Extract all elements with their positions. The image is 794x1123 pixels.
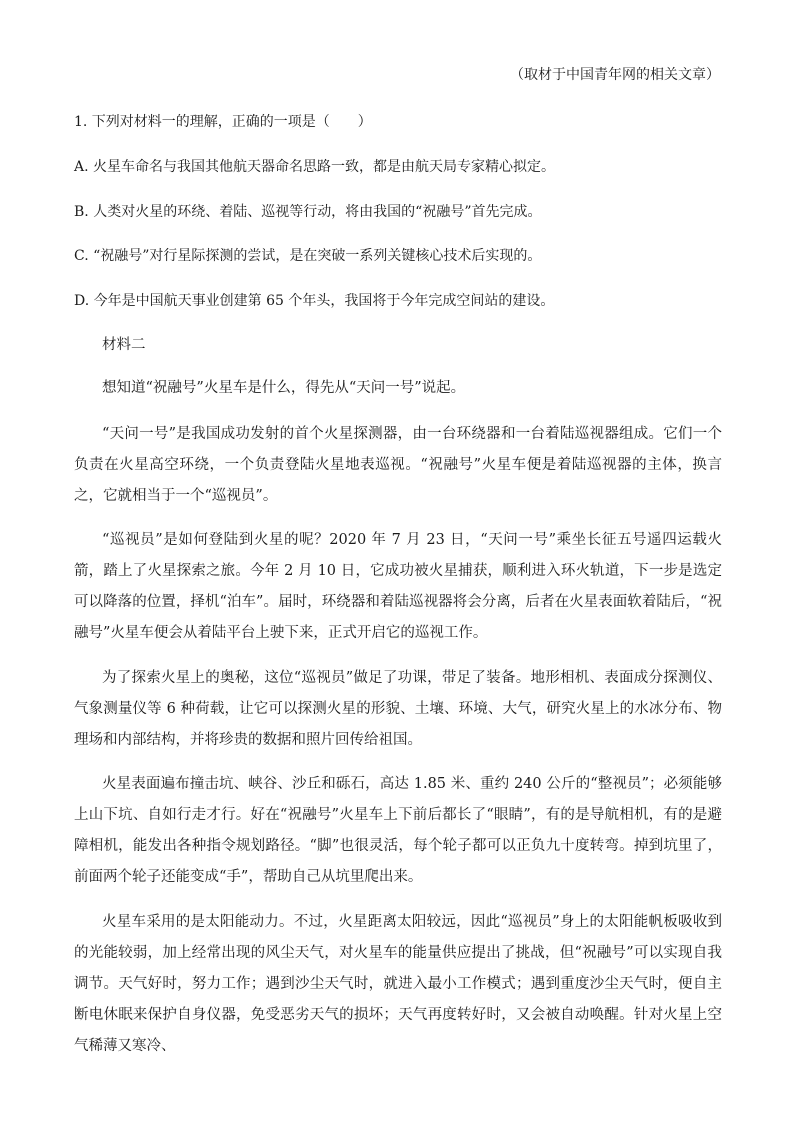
question-stem: 1. 下列对材料一的理解，正确的一项是（ ） xyxy=(74,114,372,130)
source-attribution: （取材于中国青年网的相关文章） xyxy=(510,67,720,83)
material-paragraph: “天问一号”是我国成功发射的首个火星探测器，由一台环绕器和一台着陆巡视器组成。它们一个负责在火星高空环绕，一个负责登陆火星地表巡视。“祝融号”火星车便是着陆巡视器的主体，换言之，它就相当于一个“巡视员”。 xyxy=(74,426,722,504)
option-b: B. 人类对火星的环绕、着陆、巡视等行动，将由我国的“祝融号”首先完成。 xyxy=(74,204,542,220)
material-paragraph: 为了探索火星上的奥秘，这位“巡视员”做足了功课，带足了装备。地形相机、表面成分探测仪、气象测量仪等 6 种荷载，让它可以探测火星的形貌、土壤、环境、大气，研究火星上的水冰分布、物理场和内部结构，并将珍贵的数据和照片回传给祖国。 xyxy=(74,670,722,748)
material-paragraph: 想知道“祝融号”火星车是什么，得先从“天问一号”说起。 xyxy=(102,380,466,396)
option-a: A. 火星车命名与我国其他航天器命名思路一致，都是由航天局专家精心拟定。 xyxy=(74,159,556,175)
material-paragraph: 火星车采用的是太阳能动力。不过，火星距离太阳较远，因此“巡视员”身上的太阳能帆板吸收到的光能较弱，加上经常出现的风尘天气，对火星车的能量供应提出了挑战，但“祝融号”可以实现自我调节。天气好时，努力工作；遇到沙尘天气时，就进入最小工作模式；遇到重度沙尘天气时，便自主断电休眠来保护自身仪器，免受恶劣天气的损坏；天气再度转好时，又会被自动唤醒。针对火星上空气稀薄又寒冷、 xyxy=(74,914,722,1054)
option-c: C. “祝融号”对行星际探测的尝试，是在突破一系列关键核心技术后实现的。 xyxy=(74,248,542,264)
material-paragraph: 火星表面遍布撞击坑、峡谷、沙丘和砾石，高达 1.85 米、重约 240 公斤的“整视员”；必须能够上山下坑、自如行走才行。好在“祝融号”火星车上下前后都长了“眼睛”，有的是导航相机，有的是避障相机，能发出各种指令规划路径。“脚”也很灵活，每个轮子都可以正负九十度转弯。掉到坑里了，前面两个轮子还能变成“手”，帮助自己从坑里爬出来。 xyxy=(74,776,722,885)
material-paragraph: “巡视员”是如何登陆到火星的呢？2020 年 7 月 23 日，“天问一号”乘坐长征五号遥四运载火箭，踏上了火星探索之旅。今年 2 月 10 日，它成功被火星捕获，顺利进入环火轨道，下一步是选定可以降落的位置，择机“泊车”。届时，环绕器和着陆巡视器将会分离，后者在火星表面软着陆后，“祝融号”火星车便会从着陆平台上驶下来，正式开启它的巡视工作。 xyxy=(74,532,722,641)
option-d: D. 今年是中国航天事业创建第 65 个年头，我国将于今年完成空间站的建设。 xyxy=(74,293,555,309)
material-heading: 材料二 xyxy=(102,337,146,353)
